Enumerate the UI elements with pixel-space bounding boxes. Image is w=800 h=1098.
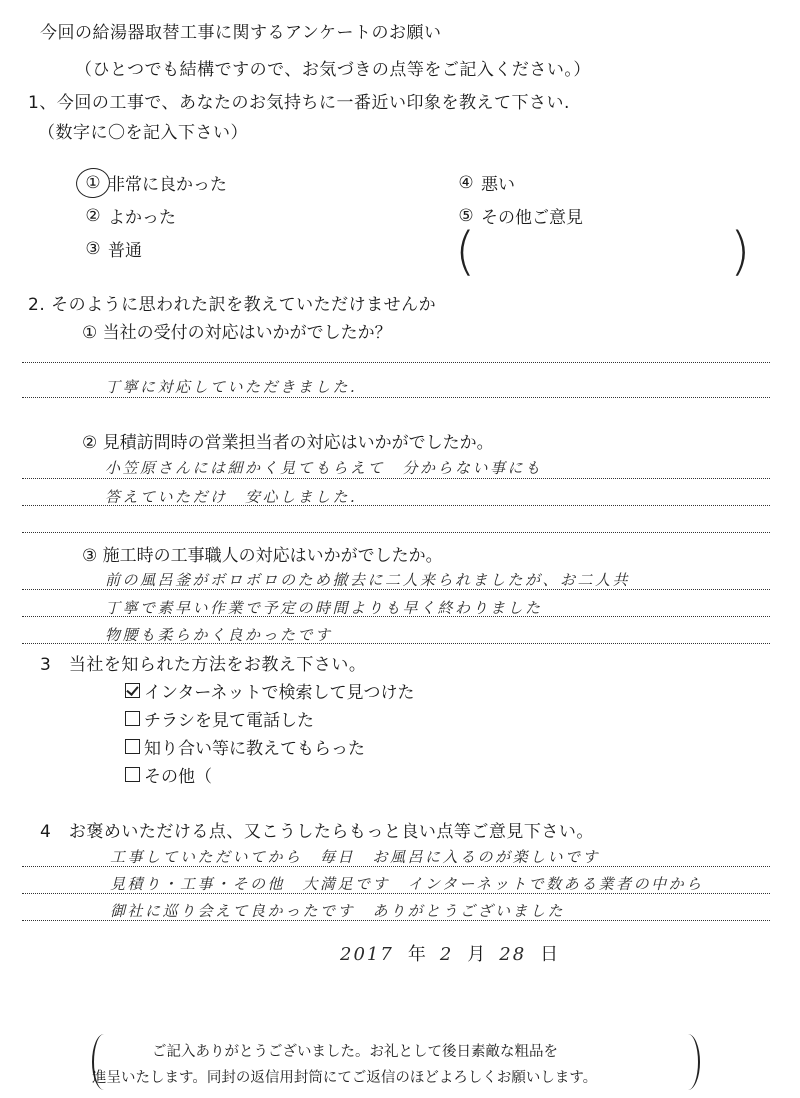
q2-sub2-answer-2: 答えていただけ 安心しました.	[105, 488, 358, 506]
q1-option-1-label: 非常に良かった	[108, 175, 227, 195]
q3-option-internet-label: インターネットで検索して見つけた	[144, 683, 415, 703]
date-year: 2017	[340, 944, 394, 965]
q2-sub1-answer-1: 丁寧に対応していただきました.	[105, 378, 358, 396]
q2-sub3-question: ③ 施工時の工事職人の対応はいかがでしたか。	[82, 546, 443, 566]
q4-rule-1	[22, 866, 770, 867]
date-day: 28	[499, 944, 527, 965]
q2-sub2-answer-1: 小笠原さんには細かく見てもらえて 分からない事にも	[105, 459, 543, 477]
q2-sub3-rule-1	[22, 589, 770, 590]
q3-option-referral[interactable]	[125, 734, 365, 759]
q3-option-other-label: その他（	[144, 767, 212, 787]
q1-instruction: （数字に〇を記入下さい）	[38, 123, 248, 143]
q2-sub1-rule-1	[22, 362, 770, 363]
date-day-unit: 日	[540, 944, 559, 965]
thank-you-footer	[92, 1034, 700, 1090]
q1-option-2[interactable]	[82, 203, 176, 228]
q1-option-5-number: ⑤	[458, 205, 474, 226]
q3-option-flyer-label: チラシを見て電話した	[144, 711, 314, 731]
q3-option-referral-label: 知り合い等に教えてもらった	[144, 739, 365, 759]
q2-sub2-question: ② 見積訪問時の営業担当者の対応はいかがでしたか。	[82, 433, 494, 453]
q2-sub3-rule-3	[22, 643, 770, 644]
q2-sub3-answer-2: 丁寧で素早い作業で予定の時間よりも早く終わりました	[105, 599, 543, 617]
q3-option-internet[interactable]	[125, 678, 414, 703]
q1-option-3-label: 普通	[108, 241, 142, 261]
q3-question: 3 当社を知られた方法をお教え下さい。	[40, 655, 367, 675]
checkbox-checked-icon[interactable]	[125, 683, 140, 698]
q4-answer-1: 工事していただいてから 毎日 お風呂に入るのが楽しいです	[110, 848, 601, 866]
q4-answer-3: 御社に巡り会えて良かったです ありがとうございました	[110, 902, 566, 920]
checkbox-icon[interactable]	[125, 739, 140, 754]
q2-question: 2. そのように思われた訳を教えていただけませんか	[28, 295, 437, 315]
q1-option-3-number: ③	[85, 238, 101, 259]
date-year-unit: 年	[407, 944, 426, 965]
q2-sub3-answer-3: 物腰も柔らかく良かったです	[105, 626, 333, 644]
survey-date	[340, 940, 558, 966]
q1-option-4-number: ④	[458, 172, 474, 193]
footer-line-1: ご記入ありがとうございました。お礼として後日素敵な粗品を	[152, 1044, 558, 1060]
q1-option-5-label: その他ご意見	[481, 208, 583, 228]
q1-option-4[interactable]	[455, 170, 515, 195]
q1-opinion-paren-open: (	[455, 222, 476, 282]
q1-opinion-paren-close: )	[730, 222, 751, 282]
survey-subtitle: （ひとつでも結構ですので、お気づきの点等をご記入ください。）	[75, 60, 591, 80]
date-month-unit: 月	[467, 944, 486, 965]
q1-option-4-label: 悪い	[481, 175, 515, 195]
checkbox-icon[interactable]	[125, 767, 140, 782]
q2-sub3-answer-1: 前の風呂釜がボロボロのため撤去に二人来られましたが、お二人共	[105, 571, 631, 589]
footer-line-2: 進呈いたします。同封の返信用封筒にてご返信のほどよろしくお願いします。	[92, 1070, 598, 1086]
q2-sub3-rule-2	[22, 616, 770, 617]
q1-option-3[interactable]	[82, 236, 142, 261]
q1-question: 1、今回の工事で、あなたのお気持ちに一番近い印象を教えて下さい.	[28, 93, 570, 113]
checkbox-icon[interactable]	[125, 711, 140, 726]
q4-rule-3	[22, 920, 770, 921]
q2-sub1-rule-2	[22, 397, 770, 398]
q4-answer-2: 見積り・工事・その他 大満足です インターネットで数ある業者の中から	[110, 875, 704, 893]
q1-option-1-number: ①	[82, 173, 104, 193]
survey-title: 今回の給湯器取替工事に関するアンケートのお願い	[40, 23, 442, 43]
q1-option-1[interactable]	[82, 170, 227, 195]
q2-sub2-rule-2	[22, 505, 770, 506]
q2-sub2-rule-3	[22, 532, 770, 533]
q1-option-2-number: ②	[85, 205, 101, 226]
q4-question: 4 お褒めいただける点、又こうしたらもっと良い点等ご意見下さい。	[40, 822, 594, 842]
q2-sub1-question: ① 当社の受付の対応はいかがでしたか？	[82, 323, 392, 343]
date-month: 2	[439, 944, 454, 965]
q1-option-2-label: よかった	[108, 208, 176, 228]
q3-option-flyer[interactable]	[125, 706, 314, 731]
q3-option-other[interactable]	[125, 762, 212, 787]
q2-sub2-rule-1	[22, 478, 770, 479]
q4-rule-2	[22, 893, 770, 894]
